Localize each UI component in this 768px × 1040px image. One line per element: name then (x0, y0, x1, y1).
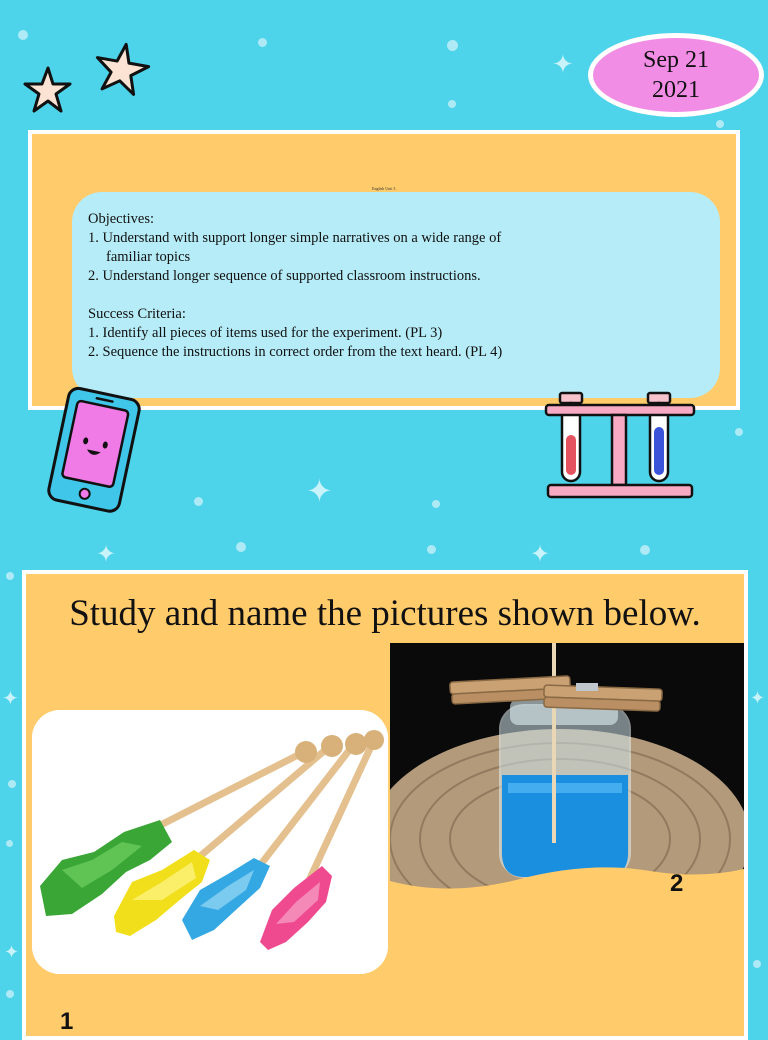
objectives-heading: Objectives: (88, 211, 155, 227)
slide-title: English Unit 3 (372, 186, 396, 191)
phone-icon (40, 385, 150, 515)
success-criteria-item: 2. Sequence the instructions in correct order from the text heard. (PL 4) (88, 344, 503, 360)
objective-item-continuation: familiar topics (106, 249, 191, 265)
test-tube-rack-icon (540, 385, 700, 510)
picture-number-1: 1 (60, 1008, 74, 1035)
activity-heading: Study and name the pictures shown below. (69, 593, 701, 634)
rock-candy-sticks-image (32, 710, 388, 974)
objectives-card (28, 130, 740, 410)
objective-item: 1. Understand with support longer simple narratives on a wide range of (88, 230, 502, 246)
success-criteria-heading: Success Criteria: (88, 306, 186, 322)
crystal-jar-experiment-image (390, 643, 744, 889)
pictures-card (22, 570, 748, 1040)
date-badge (588, 33, 764, 117)
objective-item: 2. Understand longer sequence of supported classroom instructions. (88, 268, 481, 284)
objectives-text (88, 210, 688, 362)
date-line-1: Sep 21 (643, 47, 709, 73)
date-line-2: 2021 (652, 77, 700, 103)
success-criteria-item: 1. Identify all pieces of items used for the experiment. (PL 3) (88, 325, 443, 341)
star-icon (10, 40, 160, 125)
picture-number-2: 2 (670, 870, 684, 897)
objectives-box (72, 192, 720, 398)
